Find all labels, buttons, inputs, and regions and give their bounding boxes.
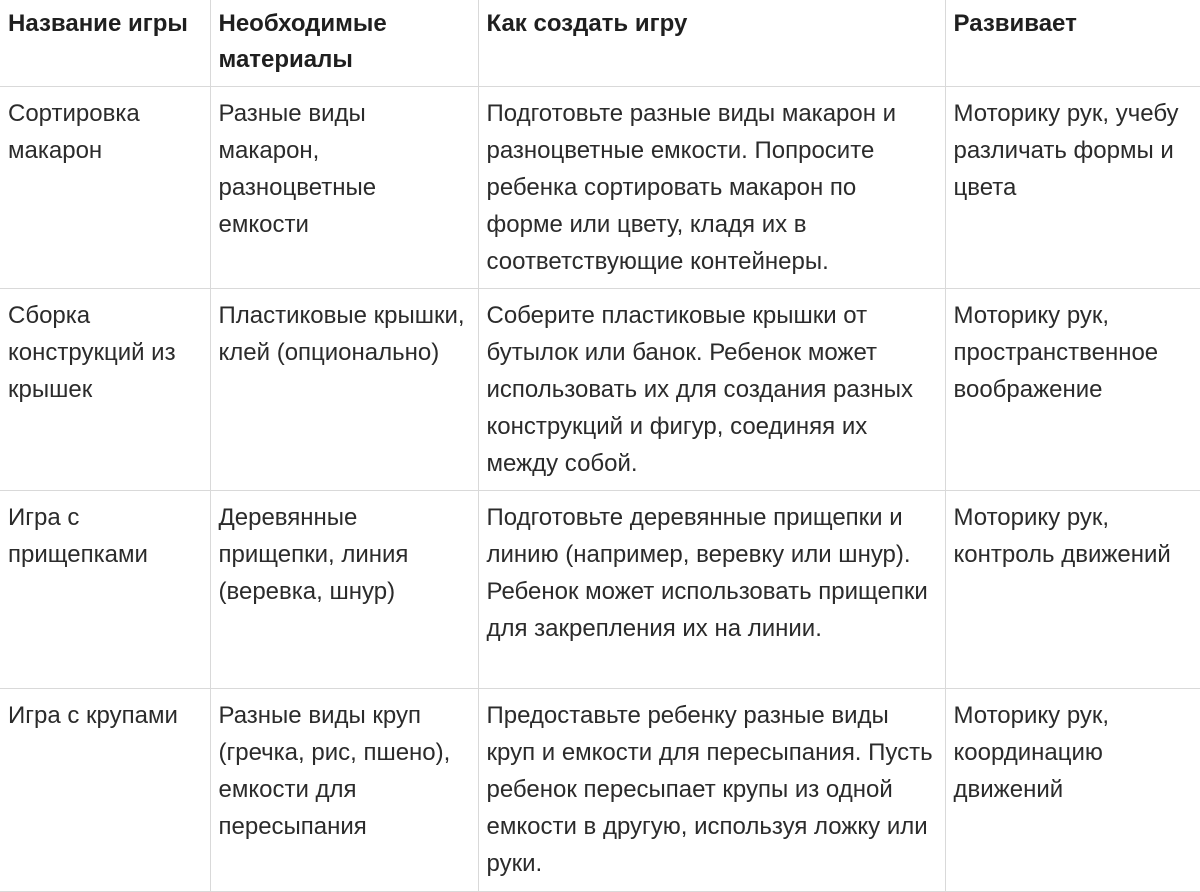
cell-game-name: Игра с прищепками <box>0 490 210 688</box>
cell-game-name: Игра с крупами <box>0 688 210 891</box>
header-develops: Развивает <box>945 0 1200 86</box>
cell-materials: Разные виды круп (гречка, рис, пшено), емкости для пересыпания <box>210 688 478 891</box>
cell-how-to-create: Подготовьте деревянные прищепки и линию (например, веревку или шнур). Ребенок может использовать прищепки для закрепления их на линии. <box>478 490 945 688</box>
header-how-to-create: Как создать игру <box>478 0 945 86</box>
cell-game-name: Сборка конструкций из крышек <box>0 288 210 490</box>
cell-develops: Моторику рук, учебу различать формы и цвета <box>945 86 1200 288</box>
cell-materials: Разные виды макарон, разноцветные емкости <box>210 86 478 288</box>
header-game-name: Название игры <box>0 0 210 86</box>
cell-develops: Моторику рук, контроль движений <box>945 490 1200 688</box>
header-materials: Необходимые материалы <box>210 0 478 86</box>
cell-how-to-create: Предоставьте ребенку разные виды круп и емкости для пересыпания. Пусть ребенок пересыпает крупы из одной емкости в другую, используя ложку или руки. <box>478 688 945 891</box>
cell-develops: Моторику рук, пространственное воображение <box>945 288 1200 490</box>
table-row <box>0 490 1200 688</box>
cell-game-name: Сортировка макарон <box>0 86 210 288</box>
table-row <box>0 288 1200 490</box>
table-row <box>0 688 1200 891</box>
cell-materials: Деревянные прищепки, линия (веревка, шнур) <box>210 490 478 688</box>
table-row <box>0 86 1200 288</box>
cell-how-to-create: Подготовьте разные виды макарон и разноцветные емкости. Попросите ребенка сортировать макарон по форме или цвету, кладя их в соответствующие контейнеры. <box>478 86 945 288</box>
table-header-row <box>0 0 1200 86</box>
cell-materials: Пластиковые крышки, клей (опционально) <box>210 288 478 490</box>
cell-how-to-create: Соберите пластиковые крышки от бутылок или банок. Ребенок может использовать их для создания разных конструкций и фигур, соединяя их между собой. <box>478 288 945 490</box>
cell-develops: Моторику рук, координацию движений <box>945 688 1200 891</box>
